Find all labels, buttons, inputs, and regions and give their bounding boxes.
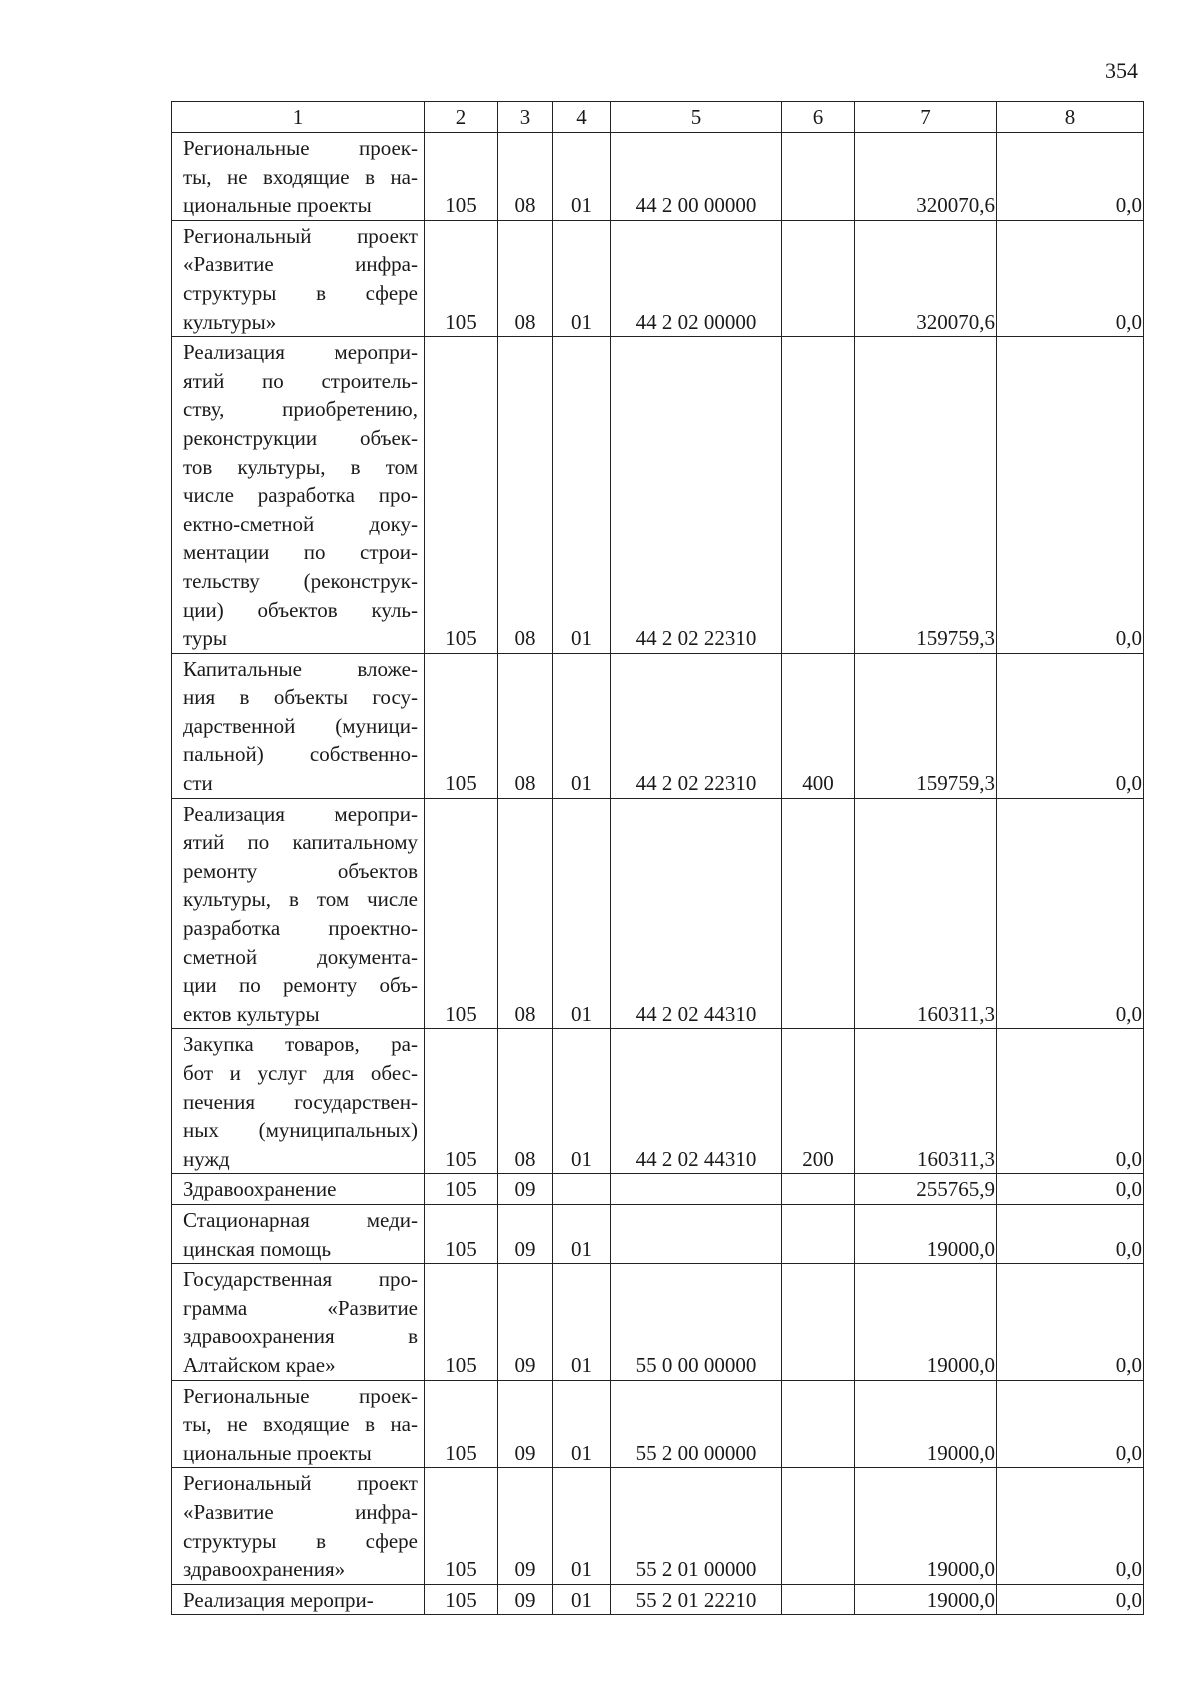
target-article-cell: 55 2 00 00000 bbox=[611, 1380, 782, 1468]
section-code-cell: 09 bbox=[498, 1174, 553, 1205]
col-header-2: 2 bbox=[425, 102, 498, 133]
col-header-4: 4 bbox=[553, 102, 611, 133]
subsection-code-cell: 01 bbox=[553, 133, 611, 221]
row-name-line: ектно-сметной доку- bbox=[183, 511, 418, 536]
row-name-line: Реализация меропри- bbox=[183, 801, 418, 826]
ministry-code-cell: 105 bbox=[425, 133, 498, 221]
expense-type-cell bbox=[782, 1380, 855, 1468]
expense-type-cell bbox=[782, 1264, 855, 1380]
expense-type-cell bbox=[782, 337, 855, 654]
target-article-cell: 55 0 00 00000 bbox=[611, 1264, 782, 1380]
table-row bbox=[172, 1584, 1144, 1615]
row-name-line: Стационарная меди- bbox=[183, 1207, 418, 1232]
row-name-line: ции по ремонту объ- bbox=[183, 973, 418, 998]
expense-type-cell bbox=[782, 1204, 855, 1263]
ministry-code-cell: 105 bbox=[425, 1468, 498, 1584]
subsection-code-cell: 01 bbox=[553, 798, 611, 1029]
subsection-code-cell: 01 bbox=[553, 1029, 611, 1174]
row-name-cell bbox=[172, 1029, 425, 1174]
row-name-line: туры bbox=[183, 626, 228, 651]
target-article-cell: 44 2 02 44310 bbox=[611, 798, 782, 1029]
row-name-line: ству, приобретению, bbox=[183, 397, 418, 422]
row-name-line: циональные проекты bbox=[183, 193, 372, 218]
row-name-line: Региональный проект bbox=[183, 1471, 418, 1496]
amount-cell: 159759,3 bbox=[855, 653, 997, 798]
ministry-code-cell: 105 bbox=[425, 1204, 498, 1263]
subsection-code-cell: 01 bbox=[553, 1264, 611, 1380]
col-header-1: 1 bbox=[172, 102, 425, 133]
expense-type-cell: 200 bbox=[782, 1029, 855, 1174]
row-name-line: сти bbox=[183, 771, 213, 796]
amount-secondary-cell: 0,0 bbox=[997, 1380, 1144, 1468]
row-name-line: тов культуры, в том bbox=[183, 454, 418, 479]
amount-secondary-cell: 0,0 bbox=[997, 337, 1144, 654]
amount-cell: 160311,3 bbox=[855, 1029, 997, 1174]
target-article-cell: 44 2 02 22310 bbox=[611, 653, 782, 798]
amount-cell: 160311,3 bbox=[855, 798, 997, 1029]
row-name-line: «Развитие инфра- bbox=[183, 1499, 418, 1524]
ministry-code-cell: 105 bbox=[425, 1174, 498, 1205]
section-code-cell: 08 bbox=[498, 133, 553, 221]
row-name-line: ных (муниципальных) bbox=[183, 1118, 418, 1143]
col-header-3: 3 bbox=[498, 102, 553, 133]
amount-secondary-cell: 0,0 bbox=[997, 1204, 1144, 1263]
ministry-code-cell: 105 bbox=[425, 653, 498, 798]
row-name-line: структуры в сфере bbox=[183, 1528, 418, 1553]
table-row bbox=[172, 1029, 1144, 1174]
row-name-line: Алтайском крае» bbox=[183, 1352, 336, 1377]
ministry-code-cell: 105 bbox=[425, 337, 498, 654]
amount-secondary-cell: 0,0 bbox=[997, 798, 1144, 1029]
row-name-line: Реализация меропри- bbox=[183, 1587, 374, 1612]
row-name-line: Капитальные вложе- bbox=[183, 656, 418, 681]
row-name-line: Региональные проек- bbox=[183, 136, 418, 160]
target-article-cell: 44 2 02 22310 bbox=[611, 337, 782, 654]
subsection-code-cell: 01 bbox=[553, 1468, 611, 1584]
row-name-cell bbox=[172, 1380, 425, 1468]
table-body bbox=[172, 133, 1144, 1615]
row-name-line: структуры в сфере bbox=[183, 280, 418, 305]
amount-secondary-cell: 0,0 bbox=[997, 1468, 1144, 1584]
table-row bbox=[172, 133, 1144, 221]
subsection-code-cell: 01 bbox=[553, 337, 611, 654]
subsection-code-cell: 01 bbox=[553, 1380, 611, 1468]
row-name-line: грамма «Развитие bbox=[183, 1295, 418, 1320]
row-name-line: печения государствен- bbox=[183, 1089, 418, 1114]
col-header-7: 7 bbox=[855, 102, 997, 133]
target-article-cell: 44 2 02 44310 bbox=[611, 1029, 782, 1174]
section-code-cell: 08 bbox=[498, 653, 553, 798]
row-name-line: ции) объектов куль- bbox=[183, 597, 418, 622]
row-name-line: ты, не входящие в на- bbox=[183, 1412, 418, 1437]
subsection-code-cell: 01 bbox=[553, 1584, 611, 1615]
section-code-cell: 08 bbox=[498, 1029, 553, 1174]
row-name-line: ремонту объектов bbox=[183, 858, 418, 883]
amount-cell: 19000,0 bbox=[855, 1584, 997, 1615]
table-row bbox=[172, 798, 1144, 1029]
table-row bbox=[172, 337, 1144, 654]
ministry-code-cell: 105 bbox=[425, 1264, 498, 1380]
amount-cell: 159759,3 bbox=[855, 337, 997, 654]
ministry-code-cell: 105 bbox=[425, 220, 498, 336]
row-name-line: дарственной (муници- bbox=[183, 713, 418, 738]
amount-secondary-cell: 0,0 bbox=[997, 1029, 1144, 1174]
row-name-line: ния в объекты госу- bbox=[183, 685, 418, 710]
table-row bbox=[172, 220, 1144, 336]
row-name-line: пальной) собственно- bbox=[183, 742, 418, 767]
row-name-cell bbox=[172, 220, 425, 336]
row-name-line: разработка проектно- bbox=[183, 916, 418, 941]
col-header-6: 6 bbox=[782, 102, 855, 133]
row-name-line: бот и услуг для обес- bbox=[183, 1061, 418, 1085]
col-header-5: 5 bbox=[611, 102, 782, 133]
row-name-line: здравоохранения» bbox=[183, 1557, 346, 1582]
target-article-cell: 55 2 01 00000 bbox=[611, 1468, 782, 1584]
budget-table bbox=[171, 101, 1144, 1615]
amount-cell: 19000,0 bbox=[855, 1380, 997, 1468]
amount-secondary-cell: 0,0 bbox=[997, 1174, 1144, 1205]
amount-cell: 320070,6 bbox=[855, 133, 997, 221]
amount-cell: 320070,6 bbox=[855, 220, 997, 336]
amount-secondary-cell: 0,0 bbox=[997, 1264, 1144, 1380]
subsection-code-cell: 01 bbox=[553, 653, 611, 798]
subsection-code-cell: 01 bbox=[553, 1204, 611, 1263]
section-code-cell: 09 bbox=[498, 1468, 553, 1584]
row-name-line: Здравоохранение bbox=[183, 1177, 337, 1202]
table-row bbox=[172, 1468, 1144, 1584]
row-name-line: нужд bbox=[183, 1146, 230, 1171]
section-code-cell: 09 bbox=[498, 1264, 553, 1380]
row-name-line: Реализация меропри- bbox=[183, 340, 418, 365]
section-code-cell: 08 bbox=[498, 337, 553, 654]
row-name-line: ектов культуры bbox=[183, 1001, 320, 1026]
row-name-line: ятий по капитальному bbox=[183, 830, 418, 855]
target-article-cell: 44 2 00 00000 bbox=[611, 133, 782, 221]
ministry-code-cell: 105 bbox=[425, 1029, 498, 1174]
amount-cell: 255765,9 bbox=[855, 1174, 997, 1205]
ministry-code-cell: 105 bbox=[425, 1380, 498, 1468]
row-name-line: Региональные проек- bbox=[183, 1383, 418, 1408]
expense-type-cell: 400 bbox=[782, 653, 855, 798]
row-name-line: сметной документа- bbox=[183, 944, 418, 969]
amount-secondary-cell: 0,0 bbox=[997, 133, 1144, 221]
table-row bbox=[172, 1264, 1144, 1380]
row-name-line: Региональный проект bbox=[183, 223, 418, 248]
row-name-line: ты, не входящие в на- bbox=[183, 164, 418, 189]
row-name-line: Государственная про- bbox=[183, 1267, 418, 1292]
row-name-cell bbox=[172, 337, 425, 654]
row-name-line: тельству (реконструк- bbox=[183, 568, 418, 593]
amount-secondary-cell: 0,0 bbox=[997, 653, 1144, 798]
row-name-cell bbox=[172, 133, 425, 221]
ministry-code-cell: 105 bbox=[425, 1584, 498, 1615]
row-name-cell bbox=[172, 1468, 425, 1584]
header-row bbox=[172, 102, 1144, 133]
row-name-cell bbox=[172, 798, 425, 1029]
amount-cell: 19000,0 bbox=[855, 1204, 997, 1263]
amount-cell: 19000,0 bbox=[855, 1468, 997, 1584]
target-article-cell bbox=[611, 1174, 782, 1205]
expense-type-cell bbox=[782, 1174, 855, 1205]
target-article-cell: 44 2 02 00000 bbox=[611, 220, 782, 336]
row-name-line: ятий по строитель- bbox=[183, 368, 418, 393]
row-name-line: культуры» bbox=[183, 309, 277, 334]
row-name-line: реконструкции объек- bbox=[183, 425, 418, 450]
expense-type-cell bbox=[782, 1468, 855, 1584]
col-header-8: 8 bbox=[997, 102, 1144, 133]
amount-cell: 19000,0 bbox=[855, 1264, 997, 1380]
section-code-cell: 08 bbox=[498, 798, 553, 1029]
row-name-cell bbox=[172, 1584, 425, 1615]
target-article-cell: 55 2 01 22210 bbox=[611, 1584, 782, 1615]
table-row bbox=[172, 1380, 1144, 1468]
expense-type-cell bbox=[782, 133, 855, 221]
subsection-code-cell: 01 bbox=[553, 220, 611, 336]
row-name-cell bbox=[172, 1204, 425, 1263]
amount-secondary-cell: 0,0 bbox=[997, 1584, 1144, 1615]
row-name-line: Закупка товаров, ра- bbox=[183, 1032, 418, 1057]
row-name-cell bbox=[172, 1174, 425, 1205]
expense-type-cell bbox=[782, 220, 855, 336]
subsection-code-cell bbox=[553, 1174, 611, 1205]
amount-secondary-cell: 0,0 bbox=[997, 220, 1144, 336]
ministry-code-cell: 105 bbox=[425, 798, 498, 1029]
table-row bbox=[172, 1204, 1144, 1263]
row-name-line: «Развитие инфра- bbox=[183, 252, 418, 277]
table-row bbox=[172, 1174, 1144, 1205]
row-name-cell bbox=[172, 653, 425, 798]
row-name-line: ментации по строи- bbox=[183, 540, 418, 565]
row-name-line: цинская помощь bbox=[183, 1236, 332, 1261]
target-article-cell bbox=[611, 1204, 782, 1263]
row-name-line: здравоохранения в bbox=[183, 1324, 418, 1349]
expense-type-cell bbox=[782, 798, 855, 1029]
row-name-line: культуры, в том числе bbox=[183, 887, 418, 912]
table-row bbox=[172, 653, 1144, 798]
section-code-cell: 09 bbox=[498, 1380, 553, 1468]
page-number: 354 bbox=[1105, 58, 1138, 83]
row-name-cell bbox=[172, 1264, 425, 1380]
row-name-line: циональные проекты bbox=[183, 1440, 372, 1465]
section-code-cell: 09 bbox=[498, 1584, 553, 1615]
section-code-cell: 08 bbox=[498, 220, 553, 336]
row-name-line: числе разработка про- bbox=[183, 483, 418, 508]
section-code-cell: 09 bbox=[498, 1204, 553, 1263]
expense-type-cell bbox=[782, 1584, 855, 1615]
